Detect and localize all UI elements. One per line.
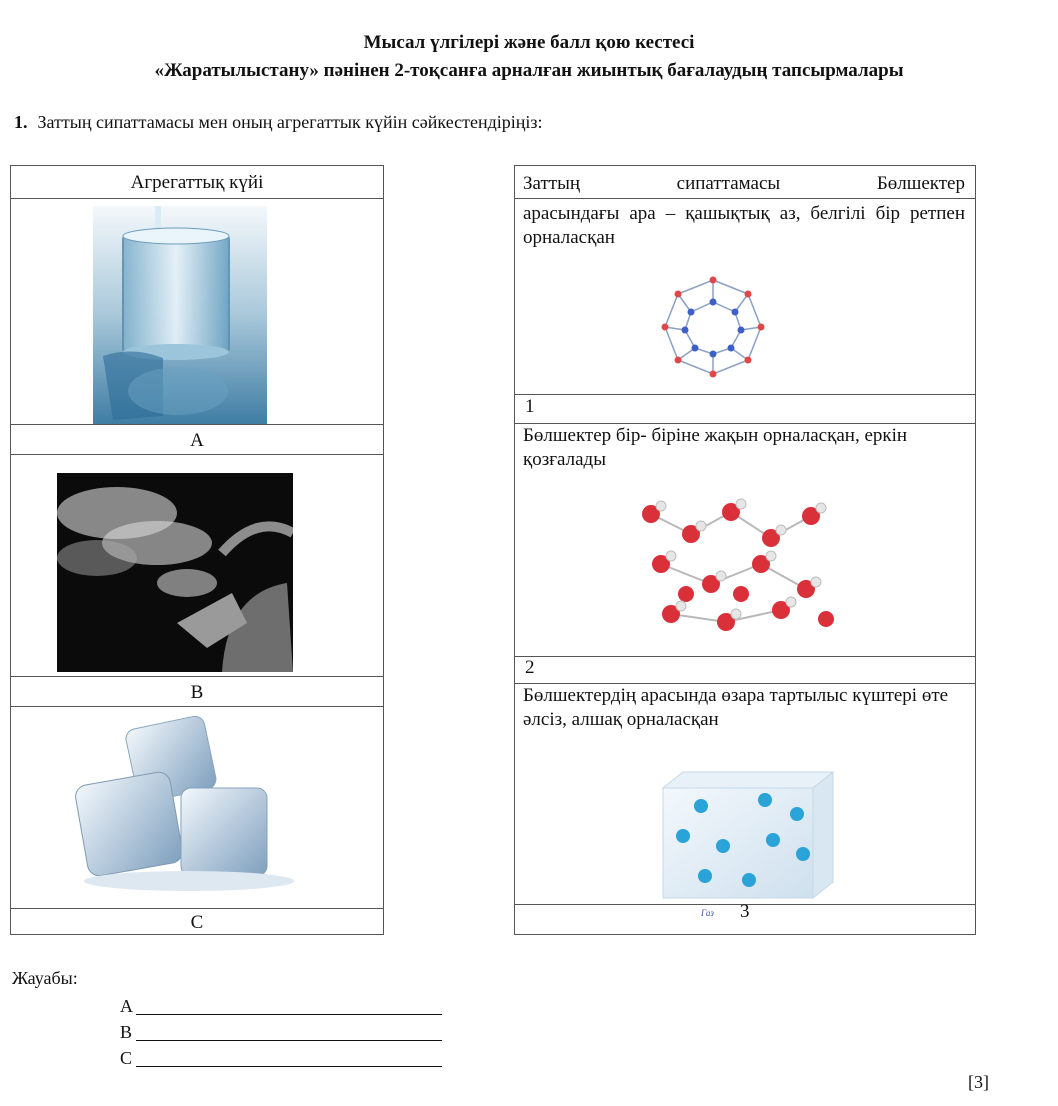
gas-caption: Газ: [701, 908, 714, 918]
task-number: 1.: [14, 112, 28, 132]
divider: [11, 454, 383, 455]
divider: [11, 676, 383, 677]
number-1: 1: [525, 396, 535, 417]
divider: [515, 656, 975, 657]
letter-b: B: [190, 682, 204, 703]
description-2: Бөлшектер бір- біріне жақын орналасқан, еркін қозғалады: [523, 425, 908, 470]
answer-letter-b: B: [120, 1022, 133, 1042]
answer-line-a[interactable]: [136, 1014, 442, 1015]
task-prompt: [14, 112, 543, 133]
divider: [11, 706, 383, 707]
liquid-molecules-image: [631, 494, 841, 638]
title-line-2: «Жаратылыстану» пәнінен 2-тоқсанға арналған жиынтық бағалаудың тапсырмалары: [154, 60, 904, 81]
letter-a: A: [190, 430, 204, 451]
divider: [11, 198, 383, 199]
letter-c: C: [190, 912, 204, 933]
description-1: арасындағы ара – қашықтық аз, белгілі бір ретпен орналасқан: [523, 203, 965, 248]
description-header: Заттың сипаттамасы Бөлшектер: [523, 173, 965, 194]
task-text: Заттың сипаттамасы мен оның агрегаттык күйін сәйкестендіріңіз:: [37, 112, 543, 132]
answer-letter-c: C: [120, 1048, 133, 1068]
answer-line-c[interactable]: [136, 1066, 442, 1067]
gas-particles-image: [653, 770, 843, 902]
description-table: [514, 165, 976, 935]
divider: [11, 908, 383, 909]
ice-cubes-image: [71, 716, 301, 896]
water-glass-image: [93, 206, 267, 424]
answer-letter-a: A: [120, 996, 133, 1016]
number-3: 3: [740, 901, 750, 922]
title-line-1: Мысал үлгілері және балл қою кестесі: [363, 32, 695, 53]
answer-label: Жауабы:: [12, 968, 78, 988]
description-3: Бөлшектердің арасында өзара тартылыс күштері өте әлсіз, алшақ орналасқан: [523, 685, 949, 730]
divider: [11, 424, 383, 425]
state-table: [10, 165, 384, 935]
solid-lattice-image: [653, 272, 773, 382]
number-2: 2: [525, 657, 535, 678]
steam-kettle-image: [57, 473, 293, 672]
answer-line-b[interactable]: [136, 1040, 442, 1041]
divider: [515, 394, 975, 395]
score-badge: [3]: [968, 1072, 989, 1092]
divider: [515, 198, 975, 199]
state-table-header: Агрегаттық күйі: [130, 172, 264, 193]
